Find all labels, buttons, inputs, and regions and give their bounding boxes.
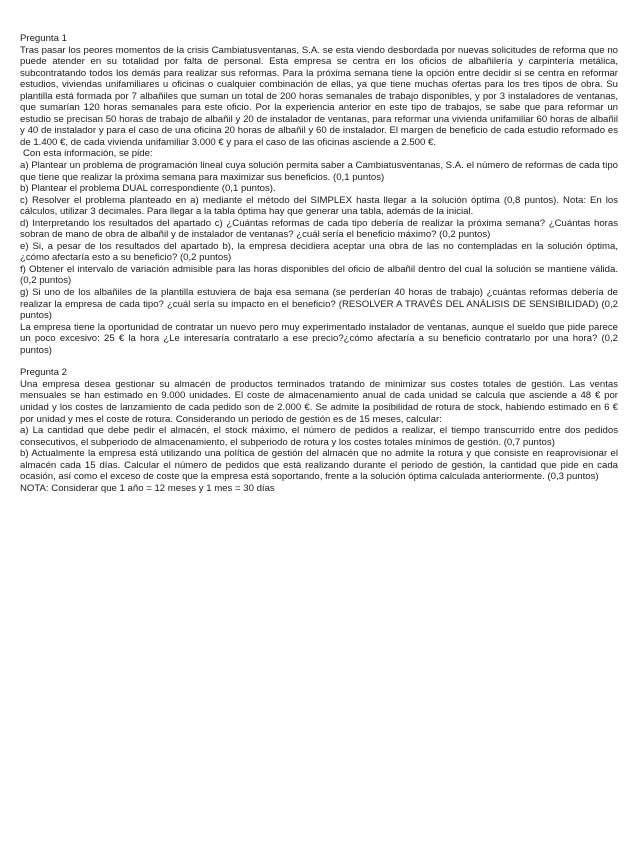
question-1-title: Pregunta 1 (20, 33, 67, 44)
question-1-item-f: f) Obtener el intervalo de variación admisible para las horas disponibles del oficio de albañil dentro del cual la solución se mantiene válida. (0,2 puntos) (20, 263, 618, 287)
question-1-item-c: c) Resolver el problema planteado en a) mediante el método del SIMPLEX hasta llegar a la solución óptima (0,8 puntos). Nota: En los cálculos, utilizar 3 decimales. Para llegar a la tabla óptima hay que generar una tabla, además de la inicial. (20, 194, 618, 218)
question-1-closing: La empresa tiene la oportunidad de contratar un nuevo pero muy experimentado instalador de ventanas, aunque el sueldo que pide parece un poco excesivo: 25 € la hora ¿Le interesaría contratarlo a ese precio?¿cómo afectaría a su beneficio contratarlo por una hora? (0,2 puntos) (20, 321, 618, 356)
question-2 (20, 367, 618, 494)
question-1-item-b: b) Plantear el problema DUAL correspondiente (0,1 puntos). (20, 183, 276, 195)
question-2-intro: Una empresa desea gestionar su almacén de productos terminados tratando de minimizar sus costes totales de gestión. Las ventas mensuales se han estimado en 9.000 unidades. El coste de almacenamiento anual de cada unidad se calcula que asciende a 48 € por unidad y los costes de lanzamiento de cada pedido son de 2.000 €. Se admite la posibilidad de rotura de stock, habiendo estimado en 6 € por unidad y mes el coste de rotura. Considerando un periodo de gestión es de 15 meses, calcular: (20, 378, 618, 425)
question-1 (20, 33, 618, 356)
question-2-item-a: a) La cantidad que debe pedir el almacén, el stock máximo, el número de pedidos a realizar, el tiempo transcurrido entre dos pedidos consecutivos, el subperiodo de almacenamiento, el subperiodo de rotura y los costes totales mínimos de gestión. (0,7 puntos) (20, 425, 618, 448)
question-1-item-d: d) Interpretando los resultados del apartado c) ¿Cuántas reformas de cada tipo debería de realizar la próxima semana? ¿Cuántas horas sobran de mano de obra de albañil y de instalador de ventanas? ¿cuál sería el beneficio máximo? (0,2 puntos) (20, 217, 618, 241)
question-1-item-e: e) Si, a pesar de los resultados del apartado b), la empresa decidiera aceptar una obra de las no contempladas en la solución óptima, ¿cómo afectaría esto a su beneficio? (0,2 puntos) (20, 240, 618, 264)
question-2-note: NOTA: Considerar que 1 año = 12 meses y 1 mes = 30 días (20, 482, 275, 494)
question-2-item-b: b) Actualmente la empresa está utilizando una política de gestión del almacén que no admite la rotura y que consiste en reaprovisionar el almacén cada 15 días. Calcular el número de pedidos que está realizando durante el periodo de gestión, la cantidad que pide en cada ocasión, así como el exceso de coste que la empresa está soportando, frente a la solución óptima calculada anteriormente. (0,3 puntos) (20, 448, 618, 483)
question-1-item-g: g) Si uno de los albañiles de la plantilla estuviera de baja esa semana (se perderían 40 horas de trabajo) ¿cuántas reformas debería de realizar la empresa de cada tipo? ¿cuál sería su impacto en el beneficio? (RESOLVER A TRAVÉS DEL ANÁLISIS DE SENSIBILIDAD) (0,2 puntos) (20, 287, 618, 322)
question-1-intro: Tras pasar los peores momentos de la crisis Cambiatusventanas, S.A. se esta viendo desbordada por nuevas solicitudes de reforma que no puede atender en su totalidad por falta de personal. Esta empresa se centra en los oficios de albañilería y carpintería metálica, subcontratando todos los demás para realizar sus reformas. Para la próxima semana tiene la opción entre decidir si se centra en reformar estudios, viviendas unifamiliares u oficinas o cualquier combinación de ellas, ya que tiene muchas ofertas para los tres tipos de obra. Su plantilla está formada por 7 albañiles que suman un total de 200 horas semanales de trabajo disponibles, y por 3 instaladores de ventanas, que sumarían 120 horas semanales para este oficio. Por la experiencia anterior en este tipo de trabajos, se sabe que para reformar un estudio se precisan 50 horas de trabajo de albañil y 20 de instalador de ventanas, para reformar una vivienda unifamiliar 60 horas de albañil y 40 de instalador y para el caso de una oficina 20 horas de albañil y 60 de instalador. El margen de beneficio de cada estudio reformado es de 1.400 €, de cada vivienda unifamiliar 3.000 € y para el caso de las oficinas asciende a 2.500 €. (20, 44, 618, 148)
question-1-lead: Con esta información, se pide: (23, 148, 153, 160)
question-1-item-a: a) Plantear un problema de programación lineal cuya solución permita saber a Cambiatusventanas, S.A. el número de reformas de cada tipo que tiene que realizar la próxima semana para maximizar sus beneficios. (0,1 puntos) (20, 160, 618, 183)
exam-page (20, 33, 618, 494)
question-2-title: Pregunta 2 (20, 367, 67, 379)
